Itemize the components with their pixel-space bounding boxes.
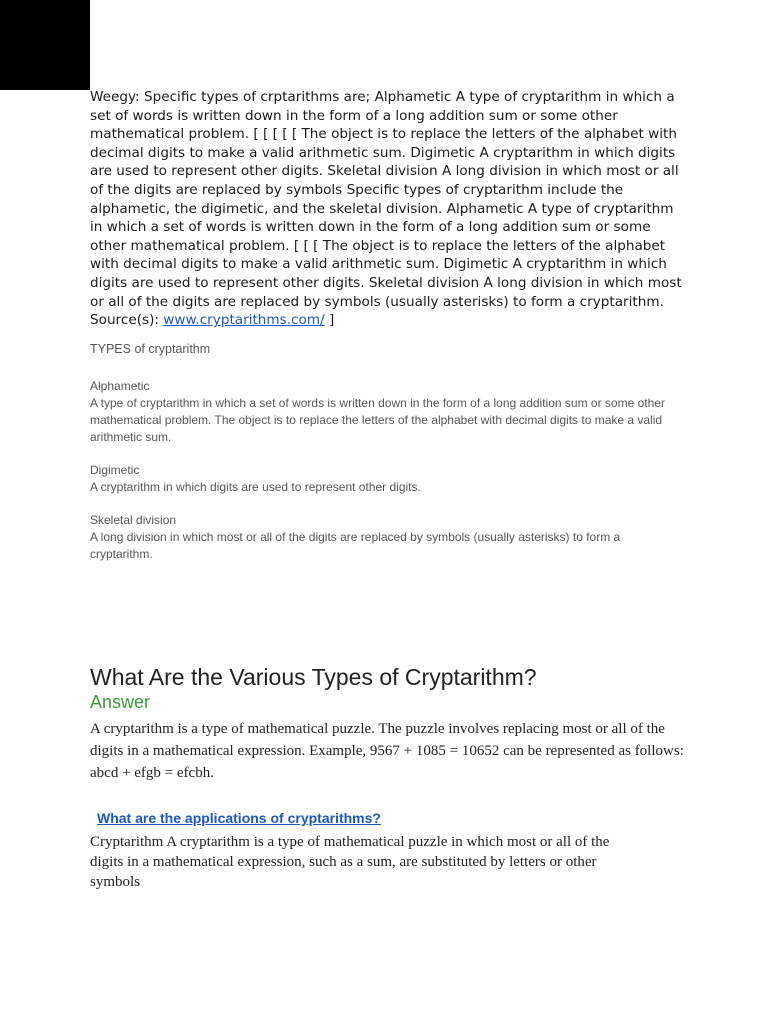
applications-link[interactable]: What are the applications of cryptarithms? — [97, 810, 381, 826]
source-link[interactable]: www.cryptarithms.com/ — [163, 312, 325, 329]
weegy-text: Weegy: Specific types of crptarithms are; Alphametic A type of cryptarithm in which a set of words is written down in the form of a long addition sum or some other mathematical problem. [ [ [ [ [ The object is to replace the letters of the alphabet with decimal digits to make a valid arithmetic sum. Digimetic A cryptarithm in which digits are used to represent other digits. Skeletal division A long division in which most or all of the digits are replaced by symbols Specific types of cryptarithm include the alphametic, the digimetic, and the skeletal division. Alphametic A type of cryptarithm in which a set of words is written down in the form of a long addition sum or some other mathematical problem. [ [ [ The object is to replace the letters of the alphabet with decimal digits to make a valid arithmetic sum. Digimetic A cryptarithm in which digits are used to represent other digits. Skeletal division A long division in which most or all of the digits are replaced by symbols (usually asterisks) to form a cryptarithm. Source(s): — [90, 89, 682, 329]
weegy-paragraph — [90, 88, 690, 330]
answer-text: A cryptarithm is a type of mathematical puzzle. The puzzle involves replacing most or all of the digits in a mathematical expression. Example, 9567 + 1085 = 10652 can be represented as follows: abcd + efgb = efcbh. — [90, 721, 684, 781]
def-alphametic: A type of cryptarithm in which a set of words is written down in the form of a long addition sum or some other mathematical problem. The object is to replace the letters of the alphabet with decimal digits to make a valid arithmetic sum. — [90, 396, 665, 444]
answer-label: Answer — [90, 692, 151, 712]
term-skeletal-division: Skeletal division — [90, 513, 177, 527]
term-digimetic: Digimetic — [90, 463, 140, 477]
black-redaction-box — [0, 0, 90, 90]
def-digimetic: A cryptarithm in which digits are used to represent other digits. — [90, 480, 421, 494]
def-skeletal-division: A long division in which most or all of the digits are replaced by symbols (usually asterisks) to form a cryptarithm. — [90, 530, 621, 561]
weegy-tail: ] — [324, 312, 335, 329]
applications-text: Cryptarithm A cryptarithm is a type of mathematical puzzle in which most or all of the digits in a mathematical expression, such as a sum, are substituted by letters or other symbols — [90, 834, 610, 890]
question-title: What Are the Various Types of Cryptarithm? — [90, 664, 537, 690]
types-heading: TYPES of cryptarithm — [90, 342, 211, 356]
types-section — [90, 342, 670, 579]
term-alphametic: Alphametic — [90, 379, 150, 393]
